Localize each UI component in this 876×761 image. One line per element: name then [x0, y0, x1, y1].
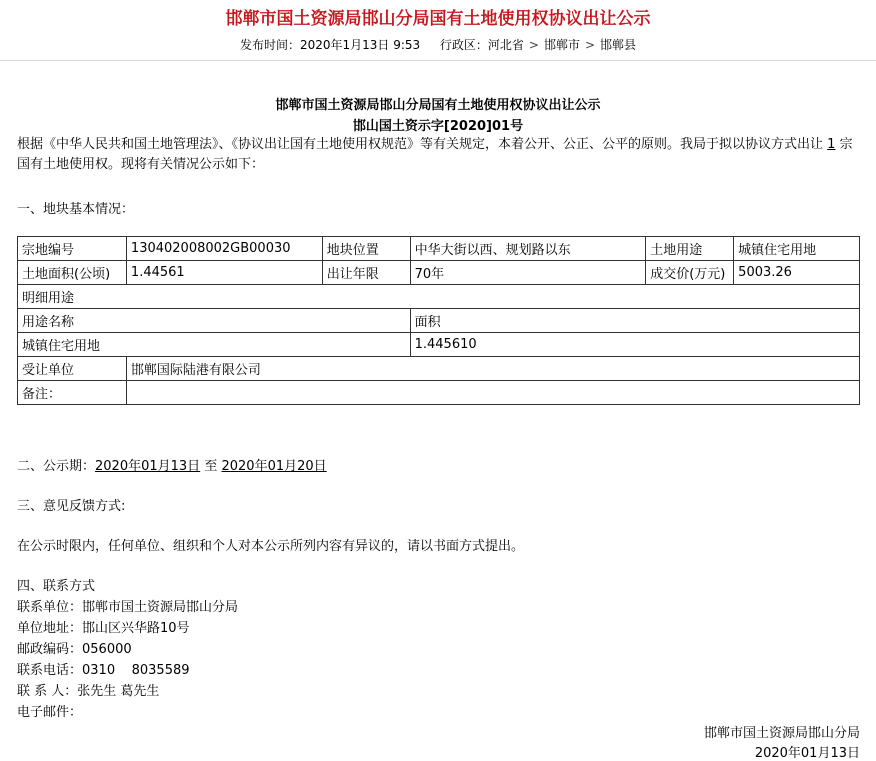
- parcel-table: [17, 236, 860, 405]
- period-to: 至: [204, 459, 218, 474]
- table-row: [18, 333, 860, 357]
- notice-title: 邯郸市国土资源局邯山分局国有土地使用权协议出让公示: [275, 98, 601, 113]
- contact-email: 电子邮件：: [17, 705, 83, 720]
- breadcrumb-separator: >: [528, 38, 539, 52]
- parcel-no: 130402008002GB00030: [126, 237, 322, 261]
- price-label: 成交价(万元): [646, 261, 734, 285]
- parcel-no-label: 宗地编号: [18, 237, 127, 261]
- intro-parcel-count: 1: [827, 137, 836, 152]
- area-label: 土地面积(公顷): [18, 261, 127, 285]
- land-use-label: 土地用途: [646, 237, 734, 261]
- period-label: 二、公示期：: [17, 459, 96, 474]
- contact-phone: 联系电话：0310 8035589: [17, 663, 190, 678]
- table-row: [18, 309, 860, 333]
- contact-person: 联 系 人：张先生 葛先生: [17, 684, 160, 699]
- price: 5003.26: [734, 261, 860, 285]
- period-end: 2020年01月20日: [221, 459, 327, 474]
- publish-time: 2020年1月13日 9:53: [299, 38, 421, 52]
- notice-doc-number: 邯山国土资示字[2020]01号: [352, 119, 524, 134]
- term-label: 出让年限: [322, 261, 410, 285]
- breadcrumb-province[interactable]: 河北省: [487, 38, 524, 52]
- section-contact: 四、联系方式: [17, 579, 96, 594]
- intro-text: 根据《中华人民共和国土地管理法》、《协议出让国有土地使用权规范》等有关规定，本着公开、公正、公平的原则。我局于拟以协议方式出让: [17, 137, 824, 152]
- location: 中华大街以西、规划路以东: [410, 237, 646, 261]
- breadcrumb-city[interactable]: 邯郸市: [543, 38, 580, 52]
- sign-date: 2020年01月13日: [754, 746, 860, 761]
- detail-area: 1.445610: [410, 333, 859, 357]
- publish-meta: [0, 36, 876, 53]
- use-name-header: 用途名称: [18, 309, 411, 333]
- remark: [126, 381, 859, 405]
- detail-use-label: 明细用途: [18, 285, 860, 309]
- period-start: 2020年01月13日: [95, 459, 201, 474]
- publish-time-label: 发布时间：: [239, 38, 300, 52]
- region-label: 行政区：: [439, 38, 488, 52]
- section-publicity-period: [17, 455, 327, 474]
- header-divider: [0, 60, 876, 61]
- area: 1.44561: [126, 261, 322, 285]
- table-row: [18, 237, 860, 261]
- intro-text-end: 宗国有土地使用权。现将有关情况公示如下：: [17, 137, 853, 172]
- location-label: 地块位置: [322, 237, 410, 261]
- transferee: 邯郸国际陆港有限公司: [126, 357, 859, 381]
- remark-label: 备注：: [18, 381, 127, 405]
- section-feedback: 三、意见反馈方式:: [17, 499, 126, 514]
- area-header: 面积: [410, 309, 859, 333]
- table-row: [18, 357, 860, 381]
- land-use: 城镇住宅用地: [734, 237, 860, 261]
- table-row: [18, 285, 860, 309]
- contact-postcode: 邮政编码：056000: [17, 642, 132, 657]
- section-parcel-info: 一、地块基本情况：: [17, 202, 135, 217]
- term: 70年: [410, 261, 646, 285]
- table-row: [18, 261, 860, 285]
- detail-use: 城镇住宅用地: [18, 333, 411, 357]
- feedback-text: 在公示时限内，任何单位、组织和个人对本公示所列内容有异议的，请以书面方式提出。: [17, 539, 525, 554]
- transferee-label: 受让单位: [18, 357, 127, 381]
- intro-paragraph: [17, 135, 862, 175]
- breadcrumb-county[interactable]: 邯郸县: [600, 38, 637, 52]
- table-row: [18, 381, 860, 405]
- contact-address: 单位地址：邯山区兴华路10号: [17, 621, 190, 636]
- signer: 邯郸市国土资源局邯山分局: [703, 726, 860, 741]
- breadcrumb-separator: >: [584, 38, 596, 52]
- contact-unit: 联系单位：邯郸市国土资源局邯山分局: [17, 600, 239, 615]
- page-title: 邯郸市国土资源局邯山分局国有土地使用权协议出让公示: [225, 9, 651, 29]
